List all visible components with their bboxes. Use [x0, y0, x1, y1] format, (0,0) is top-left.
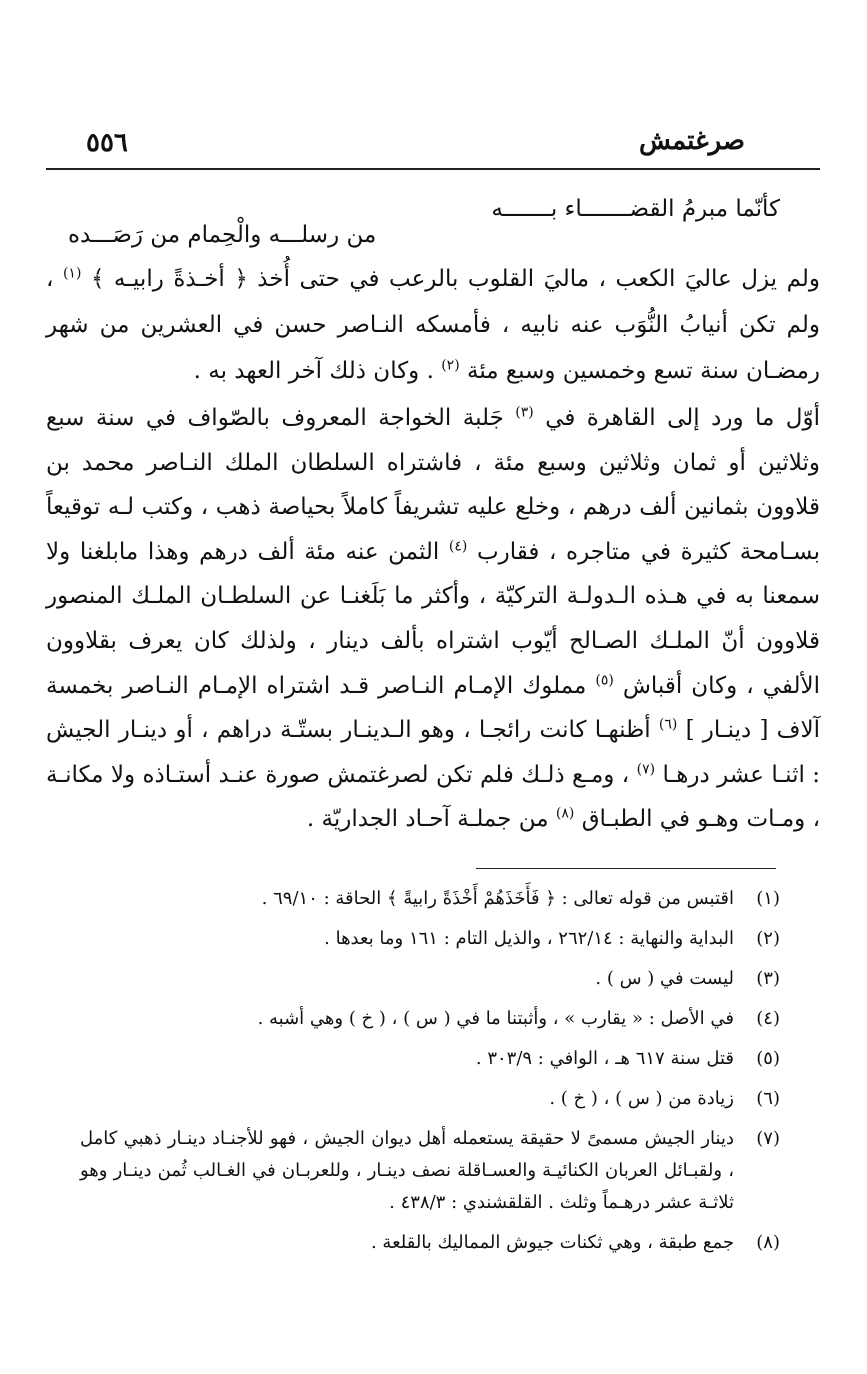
paragraph-text: من جملـة آحـاد الجداريّة . — [306, 806, 549, 833]
footnote-text: جمع طبقة ، وهي ثكنات جيوش المماليك بالقلعة . — [370, 1232, 734, 1253]
footnote-ref: (٧) — [636, 761, 656, 778]
footnote-text: البداية والنهاية : ٢٦٢/١٤ ، والذيل التام : ١٦١ وما بعدها . — [324, 928, 734, 949]
footnote-number: (٣) — [756, 968, 780, 989]
verse-hemistich-second: من رسلـــه والْحِمام من رَصَـــده — [68, 222, 377, 248]
footnote-number: (٢) — [756, 928, 780, 949]
footnote-number: (٤) — [756, 1008, 780, 1029]
footnote-ref: (٦) — [658, 716, 678, 733]
running-title: صرغتمش — [638, 126, 745, 156]
paragraph-text: مملوك الإمـام النـاصر قـد اشتراه الإمـام النـاصر بخمسة آلاف [ دينـار ] — [46, 672, 820, 744]
footnote-ref: (٨) — [555, 805, 575, 822]
paragraph-text: ، ولم تكن أنيابُ النُّوَب عنه نابيه ، فأمسكه النـاصر حسن في العشرين من شهر رمضـان سنة تسع وخمسين وسبع مئة — [46, 266, 820, 384]
footnote-number: (٥) — [756, 1048, 780, 1069]
footnote-text: زيادة من ( س ) ، ( خ ) . — [549, 1088, 734, 1109]
footnote-text: دينار الجيش مسمىً لا حقيقة يستعمله أهل ديوان الجيش ، فهو للأجنـاد دينـار ذهبي كامل ، ولقبـائل العربان الكنائيـة والعسـاقلة نصف دينـار ، وللعربـان في الغـالب ثُمن دينـار وهو ثلاثـة عشر درهـماً وثلث . القلقشندي : ٤٣٨/٣ . — [80, 1128, 734, 1213]
footnotes-list — [80, 883, 780, 1267]
footnote-number: (٨) — [756, 1232, 780, 1253]
footnote — [80, 1003, 780, 1035]
footnote-ref: (٤) — [448, 538, 468, 555]
paragraph-text: جَلبة الخواجة المعروف بالصّواف في سنة سبع وثلاثين أو ثمان وثلاثين وسبع مئة ، فاشتراه السلطان الملك النـاصر محمد بن قلاوون بثمانين ألف درهم ، وخلع عليه تشريفاً كاملاً بحياصة ذهب ، وكتب لـه توقيعاً بسـامحة كثيرة في متاجره ، فقارب — [46, 405, 820, 565]
paragraph-text: أوّل ما ورد إلى القاهرة في — [545, 405, 820, 431]
body-paragraph-1 — [46, 256, 820, 394]
footnote — [80, 923, 780, 955]
paragraph-text: أظنهـا كانت رائجـا ، وهو الـدينـار بستّـة دراهم ، أو دينـار الجيش : اثنـا عشر درهـا — [46, 717, 821, 788]
footnote-text: اقتبس من قوله تعالى : ﴿ فَأَخَذَهُمْ أَخْذَةً رابيةً ﴾ الحاقة : ٦٩/١٠ . — [261, 888, 734, 909]
footnote — [80, 963, 780, 995]
footnote — [80, 883, 780, 915]
paragraph-text: ولم يزل عاليَ الكعب ، ماليَ القلوب بالرعب في حتى أُخذ ﴿ أخـذةً رابيـه ﴾ — [90, 266, 820, 292]
header-divider — [46, 168, 820, 170]
footnote-ref: (٢) — [441, 357, 460, 374]
footnote-text: قتل سنة ٦١٧ هـ ، الوافي : ٣٠٣/٩ . — [475, 1048, 734, 1069]
poetry-verse — [46, 192, 820, 264]
paragraph-text: . وكان ذلك آخر العهد به . — [193, 358, 434, 384]
footnote — [80, 1123, 780, 1219]
footnote-number: (١) — [756, 888, 780, 909]
page-number: ٥٥٦ — [86, 128, 128, 158]
body-paragraph-2 — [46, 396, 820, 842]
footnote-text: في الأصل : « يقارب » ، وأثبتنا ما في ( س ) ، ( خ ) وهي أشبه . — [257, 1008, 734, 1029]
paragraph-text: ، ومـع ذلـك فلم تكن لصرغتمش صورة عنـد أستـاذه ولا مكانـة ، ومـات وهـو في الطبـاق — [46, 761, 820, 833]
footnote-ref: (٣) — [515, 404, 534, 421]
footnote — [80, 1083, 780, 1115]
footnote — [80, 1227, 780, 1259]
footnote-divider — [476, 868, 776, 869]
footnote-number: (٧) — [756, 1128, 780, 1149]
verse-hemistich-first: كأنّما مبرمُ القضـــــــاء بـــــــه — [491, 196, 780, 222]
footnote-number: (٦) — [756, 1088, 780, 1109]
footnote — [80, 1043, 780, 1075]
footnote-ref: (١) — [62, 265, 82, 282]
paragraph-text: الثمن عنه مئة ألف درهم وهذا مابلغنا ولا سمعنا به في هـذه الـدولـة التركيّة ، وأكثر ما بَلَغنـا عن السلطـان الملـك المنصور قلاوون أنّ الملـك الصـالح أيّوب اشتراه بألف دينار ، ولذلك كان يعرف بقلاوون الألفي ، وكان أقباش — [46, 538, 820, 699]
footnote-text: ليست في ( س ) . — [595, 968, 734, 989]
footnote-ref: (٥) — [595, 671, 614, 688]
